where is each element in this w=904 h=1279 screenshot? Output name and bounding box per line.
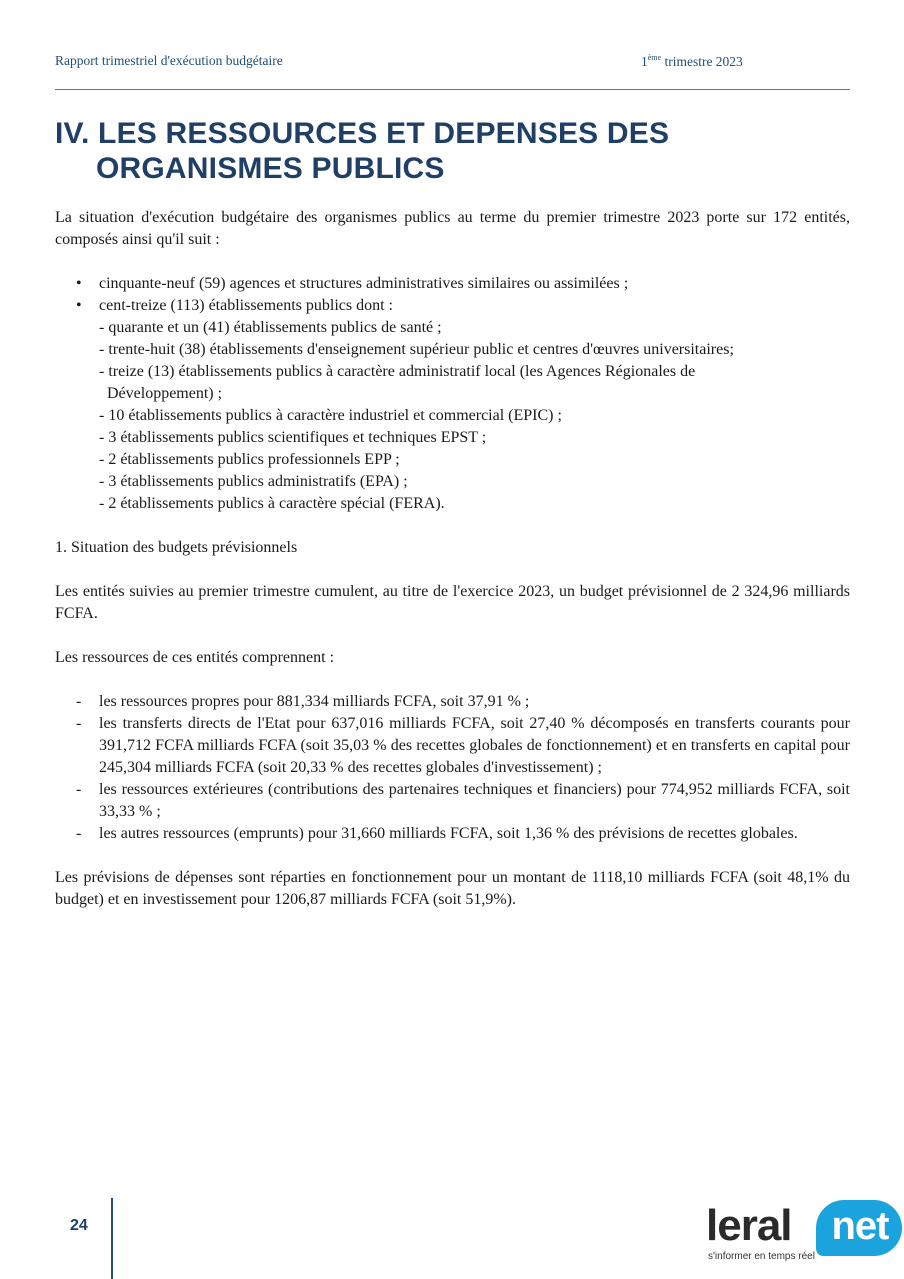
list-item bbox=[55, 823, 850, 845]
list-item bbox=[55, 273, 850, 295]
section-title-line2: ORGANISMES PUBLICS bbox=[96, 152, 445, 185]
sub-list-item: - trente-huit (38) établissements d'enseignement supérieur public et centres d'œuvres universitaires; bbox=[99, 341, 734, 358]
logo-tagline: s'informer en temps réel bbox=[708, 1251, 815, 1262]
period-superscript: ème bbox=[647, 53, 662, 62]
subsection-heading: 1. Situation des budgets prévisionnels bbox=[55, 539, 298, 556]
sub-list bbox=[99, 317, 850, 515]
sub-list-item: - 3 établissements publics administratifs (EPA) ; bbox=[99, 473, 408, 490]
leralnet-logo bbox=[700, 1198, 904, 1268]
header-divider bbox=[55, 89, 850, 90]
intro-paragraph: La situation d'exécution budgétaire des organismes publics au terme du premier trimestre 2023 porte sur 172 entités, composés ainsi qu'il suit : bbox=[55, 209, 850, 248]
expenses-paragraph: Les prévisions de dépenses sont réparties en fonctionnement pour un montant de 1118,10 milliards FCFA (soit 48,1% du budget) et en investissement pour 1206,87 milliards FCFA (soit 51,9%). bbox=[55, 869, 850, 908]
period-number: 1 bbox=[641, 54, 648, 69]
bullet-icon: • bbox=[76, 275, 82, 292]
resources-intro: Les ressources de ces entités comprennent : bbox=[55, 649, 335, 666]
dash-icon: - bbox=[76, 781, 82, 798]
sub-list-item: - 3 établissements publics scientifiques et techniques EPST ; bbox=[99, 429, 487, 446]
logo-leral-text: leral bbox=[706, 1201, 792, 1250]
budget-paragraph: Les entités suivies au premier trimestre cumulent, au titre de l'exercice 2023, un budget prévisionnel de 2 324,96 milliards FCFA. bbox=[55, 583, 850, 622]
list-item bbox=[55, 713, 850, 779]
resources-list bbox=[55, 691, 850, 845]
entity-list bbox=[55, 273, 850, 515]
running-header-period bbox=[641, 53, 743, 70]
list-item-text: les autres ressources (emprunts) pour 31,660 milliards FCFA, soit 1,36 % des prévisions de recettes globales. bbox=[99, 825, 798, 842]
logo-net-text: net bbox=[831, 1204, 889, 1248]
page-number: 24 bbox=[70, 1217, 88, 1234]
dash-icon: - bbox=[76, 693, 82, 710]
dash-icon: - bbox=[76, 825, 82, 842]
sub-list-item: - 10 établissements publics à caractère industriel et commercial (EPIC) ; bbox=[99, 407, 562, 424]
list-item bbox=[55, 295, 850, 515]
sub-list-item: - 2 établissements publics à caractère spécial (FERA). bbox=[99, 495, 445, 512]
sub-list-item: - 2 établissements publics professionnels EPP ; bbox=[99, 451, 400, 468]
list-item-text: cent-treize (113) établissements publics dont : bbox=[99, 297, 393, 314]
sub-list-item: - treize (13) établissements publics à caractère administratif local (les Agences Régionales de bbox=[99, 363, 696, 380]
sub-list-item: - quarante et un (41) établissements publics de santé ; bbox=[99, 319, 442, 336]
list-item bbox=[55, 779, 850, 823]
list-item-text: les ressources extérieures (contributions des partenaires techniques et financiers) pour 774,952 milliards FCFA, soit 33,33 % ; bbox=[99, 781, 850, 820]
bullet-icon: • bbox=[76, 297, 82, 314]
sub-list-item-continuation: Développement) ; bbox=[107, 385, 223, 402]
dash-icon: - bbox=[76, 715, 82, 732]
list-item-text: les transferts directs de l'Etat pour 637,016 milliards FCFA, soit 27,40 % décomposés en transferts courants pour 391,712 FCFA milliards FCFA (soit 35,03 % des recettes globales de fonctionnement) et en transferts en capital pour 245,304 milliards FCFA (soit 20,33 % des recettes globales d'investissement) ; bbox=[99, 715, 850, 776]
list-item-text: les ressources propres pour 881,334 milliards FCFA, soit 37,91 % ; bbox=[99, 693, 530, 710]
section-title-line1: IV. LES RESSOURCES ET DEPENSES DES bbox=[55, 117, 670, 150]
body-content bbox=[55, 207, 850, 911]
period-text: trimestre 2023 bbox=[661, 54, 743, 69]
footer-divider bbox=[111, 1198, 113, 1279]
list-item-text: cinquante-neuf (59) agences et structures administratives similaires ou assimilées ; bbox=[99, 275, 629, 292]
running-header-title: Rapport trimestriel d'exécution budgétaire bbox=[55, 53, 283, 68]
list-item bbox=[55, 691, 850, 713]
section-title bbox=[55, 116, 850, 186]
